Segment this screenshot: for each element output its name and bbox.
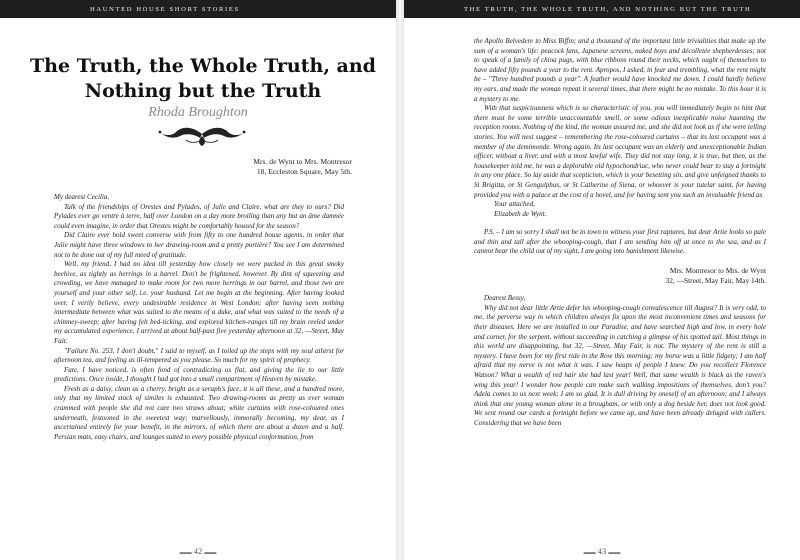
right-running-header: THE TRUTH, THE WHOLE TRUTH, AND NOTHING BUT THE TRUTH (404, 0, 800, 18)
paragraph: "Failure No. 253, I don't doubt," I said to myself, as I toiled up the steps with my soul athirst for afternoon tea, and feeling as ill-tempered as you please. So much for my spirit of prophecy. (54, 346, 344, 365)
address-line-2: 18, Eccleston Square, May 5th. (256, 167, 352, 176)
paragraph: My dearest Cecilia, (54, 193, 110, 201)
paragraph: Well, my friend, I had no idea till yesterday how closely we were packed in this great smoky beehive, as tightly as herrings in a barrel. Don't be frightened, however. By dint of squeezing and crowding, we have managed to make room for two more herrings in our barrel, and those two are yourself and your other self, i.e. your husband. Let me begin at the beginning. After having looked over, I verily believe, every undesirable residence in West London; after having seen nothing intermediate between what was suited to the means of a duke, and what was suited to the needs of a chimney-sweep; after having felt bed-ticking, and explored kitchen-ranges till my brain reeled under my accumulated experience, I arrived at about half-past five yesterday afternoon at 32, —Street, May Fair. (54, 260, 344, 345)
author-name: Rhoda Broughton (148, 105, 248, 120)
paragraph: Fresh as a daisy, clean as a cherry, bright as a seraph's face, it is all these, and a hundred more, only that my limited stock of similes is exhausted. Two drawing-rooms as pretty as ever woman crammed with people she did not care two straws about; white curtains with rose-coloured ones underneath, festooned in the sweetest way; marvellously, immorally becoming, my dear, as I ascertained entirely for your benefit, in the mirrors, of which there are about a dozen and a half. Persian mats, easy chairs, and lounges suited to every possible physical conformation, from (54, 384, 344, 441)
letter-signature: Elizabeth de Wynt. (494, 209, 547, 218)
book-gutter (396, 0, 404, 560)
folio-mark-icon: ▬▬ (179, 550, 192, 556)
left-body-text (54, 193, 344, 442)
story-title (20, 54, 386, 104)
greeting: Dearest Bessy, (484, 294, 526, 303)
left-running-header: HAUNTED HOUSE SHORT STORIES (0, 0, 396, 18)
second-letter-address-1: Mrs. Montresor to Mrs. de Wynt (669, 266, 766, 276)
second-letter-address-2: 32, —Street, May Fair, May 14th. (665, 275, 766, 285)
right-body-text (474, 37, 766, 429)
postscript: P.S. – I am so sorry I shall not be in town to witness your first raptures, but dear Artie looks so pale and thin and tall after the whooping-cough, that I am sending him off at once to the sea, and as I cannot bear the child out of my sight, I am going into banishment likewise. (474, 228, 766, 256)
paragraph: the Apollo Belvedere to Miss Biffin; and a thousand of the important little trivialities that make up the sum of a woman's life: peacock fans, Japanese screens, naked boys and décolletée shepherdesses; not to speak of a family of china pugs, with blue ribbons round their necks, which ought of themselves to have added fifty pounds a year to the rent. Apropos, I asked, in fear and trembling, what the rent might be – "Three hundred pounds a year". A feather would have knocked me down. I could hardly believe my ears, and made the woman repeat it several times, that there might be no mistake. To this hour it is a mystery to me. (474, 37, 766, 103)
address-line-1: Mrs. de Wynt to Mrs. Montresor (253, 157, 352, 166)
flourish-ornament-icon (152, 124, 252, 148)
paragraph: Did Claire ever hold sweet converse with from fifty to one hundred house agents, in order that Julie might have three windows to her drawing-room and a pretty portière? You see I am determined not to be done out of my full meed of gratitude. (54, 231, 344, 259)
left-page (0, 0, 396, 560)
folio-mark-icon: ▬▬ (204, 550, 217, 556)
title-line-2: Nothing but the Truth (84, 80, 322, 102)
paragraph: Talk of the friendships of Orestes and Pylades, of Julie and Claire, what are they to ours? Did Pylades ever go ventre à terre, half over London on a day more broiling than any but an âme damnée could even imagine, in order that Orestes might be comfortably housed for the season? (54, 202, 344, 230)
folio-mark-icon: ▬▬ (608, 550, 621, 556)
right-page-number (404, 546, 800, 556)
page-number-value: 42 (193, 546, 203, 556)
folio-mark-icon: ▬▬ (583, 550, 596, 556)
paragraph: With that suspiciousness which is so characteristic of you, you will immediately begin to hint that there must be some terrible unaccountable smell, or some odious inexplicable noise haunting the reception rooms. Nothing of the kind, the woman assured me, and she did not look as if she were telling stories. You will next suggest – remembering the rose-coloured curtains – that its last occupant was a member of the demimonde. Wrong again. Its last occupant was an elderly and unexceptionable Indian officer, without a liver, and with a most lawful wife. They did not stay long, it is true, but then, as the housekeeper told me, he was a deplorable old hypochondriac, who never could bear to stay a fortnight in any one place. So lay aside that scepticism, which is your besetting sin, and give unfeigned thanks to St Brigitta, or St Gengulphus, or St Catherine of Siena, or whoever is your tutelar saint, for having provided you with a palace at the cost of a hovel, and for having sent you such an invaluable friend as (474, 104, 766, 199)
paragraph: Fate, I have noticed, is often fond of contradicting us flat, and giving the lie to our little predictions. Once inside, I thought I had got into a small compartment of Heaven by mistake. (54, 365, 344, 384)
left-page-number (0, 546, 396, 556)
page-number-value: 43 (597, 546, 607, 556)
paragraph: Why did not dear little Artie defer his whooping-cough convalescence till August? It is very odd, to me, the perverse way in which children always fix upon the most inconvenient times and seasons for their diseases. Here we are installed in our Paradise, and have searched high and low, in every hole and corner, for the serpent, without succeeding in catching a glimpse of his spotted tail. Most things in this world are disappointing, but 32, —Street, May Fair, is not. The mystery of the rent is still a mystery. I have been for my first ride in the Row this morning; my horse was a little fidgety; I am half afraid that my nerve is not what it was. I saw heaps of people I knew. Do you recollect Florence Watson? What a wealth of red hair she had last year! Well, that same wealth is black as the raven's wing this year! I wonder how people can make such walking impositions of themselves, don't you? Adela comes to us next week; I am so glad. It is dull driving by oneself of an afternoon; and I always think that one young woman alone in a brougham, or with only a dog beside her, does not look good. We sent round our cards a fortnight before we came up, and have been already deluged with callers. Considering that we have been (474, 303, 766, 427)
letter-closing: Your attached, (494, 200, 535, 209)
right-page (404, 0, 800, 560)
title-line-1: The Truth, the Whole Truth, and (30, 55, 376, 77)
letter-address (253, 157, 352, 177)
